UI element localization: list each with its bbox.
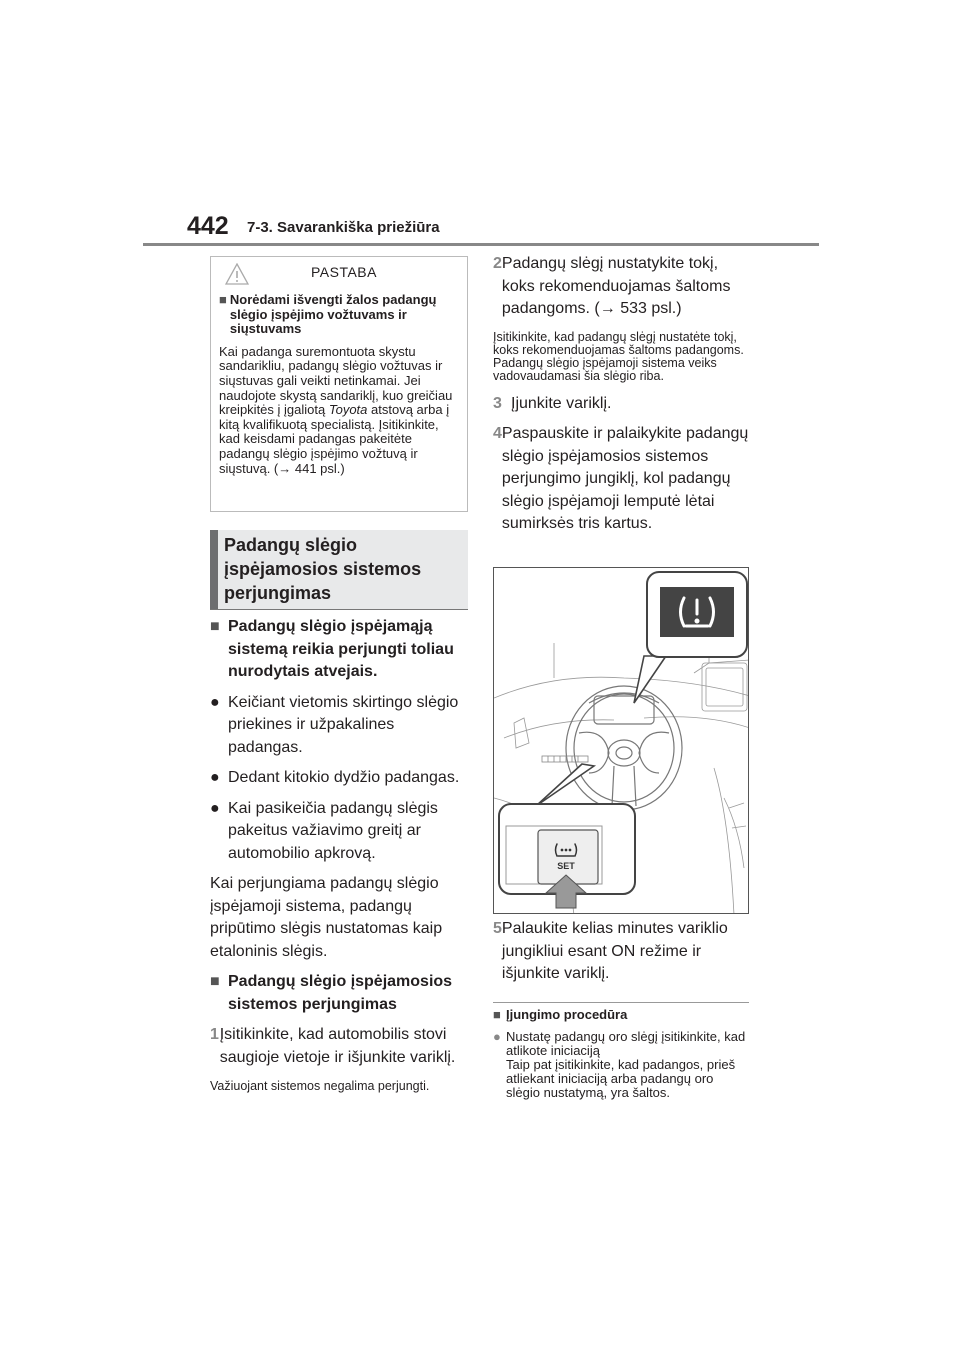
step-number: 2 — [493, 255, 502, 272]
bullet-dot-icon: ● — [210, 769, 220, 786]
caution-header — [211, 265, 467, 281]
square-bullet-icon: ■ — [210, 618, 220, 635]
header-divider — [143, 243, 819, 246]
notes-section — [493, 1008, 749, 1100]
square-bullet-icon: ■ — [219, 292, 227, 307]
list-item-text: Kai pasikeičia padangų slėgis pakeitus važiavimo greitį ar automobilio apkrovą. — [228, 799, 438, 862]
notes-heading-text: Įjungimo procedūra — [506, 1007, 628, 1022]
subheading-2-text: Padangų slėgio įspėjamosios sistemos perjungimas — [228, 973, 453, 1013]
step-number: 5 — [493, 920, 502, 937]
step-5 — [493, 918, 755, 986]
section-heading — [224, 533, 421, 605]
bullet-dot-icon: ● — [493, 1029, 501, 1044]
right-column-lower — [493, 918, 755, 986]
caution-body — [219, 345, 459, 476]
caution-body-text-2: atstovą arba į kitą kvalifikuotą specialistą. Įsitikinkite, kad keisdami padangas pakeitėte padangų slėgio įspėjimo vožtuvą ir siųstuvą. (→ 441 psl.) — [219, 402, 450, 476]
step-1 — [210, 1024, 472, 1069]
list-item-text: Dedant kitokio dydžio padangas. — [228, 769, 460, 786]
section-heading-line: perjungimas — [224, 583, 332, 603]
section-heading-line: Padangų slėgio — [224, 535, 358, 555]
subheading-1 — [210, 616, 472, 684]
step-2 — [493, 253, 755, 321]
page-number: 442 — [187, 212, 229, 240]
notes-item — [493, 1030, 749, 1100]
subheading-1-text: Padangų slėgio įspėjamąją sistemą reikia perjungti toliau nurodytais atvejais. — [228, 618, 454, 680]
step-text: Padangų slėgį nustatykite tokį, koks rekomenduojamas šaltoms padangoms. (→ 533 psl.) — [501, 255, 731, 317]
section-heading-line: įspėjamosios sistemos — [224, 559, 422, 579]
step-text: Įsitikinkite, kad automobilis stovi saugioje vietoje ir išjunkite variklį. — [219, 1026, 456, 1066]
step-number: 4 — [493, 425, 502, 442]
bullet-dot-icon: ● — [210, 799, 220, 817]
step-text: Paspauskite ir palaikykite padangų slėgio įspėjamosios sistemos perjungimo jungiklį, kol padangų slėgio įspėjamoji lemputė lėtai sumirksės tris kartus. — [501, 425, 749, 532]
step-number: 1 — [210, 1026, 219, 1043]
caution-brand: Toyota — [328, 402, 368, 418]
subheading-2 — [210, 971, 472, 1016]
caution-body-text: Kai padanga suremontuota skystu sandarikliu, padangų slėgio vožtuvas ir siųstuvas gali veikti netinkamai. Jei naudojote skystą sandariklį, kuo greičiau kreipkitės į įgaliotą — [219, 343, 453, 418]
notes-heading — [493, 1008, 749, 1022]
caution-box — [210, 256, 468, 512]
step-text: Palaukite kelias minutes variklio jungikliui esant ON režime ir išjunkite variklį. — [501, 920, 728, 982]
step-1-note: Važiuojant sistemos negalima perjungti. — [210, 1079, 430, 1093]
list-item — [210, 767, 472, 790]
set-label: SET — [557, 861, 575, 871]
step-number: 3 — [493, 394, 502, 412]
step-4 — [493, 423, 755, 536]
right-column — [493, 253, 755, 536]
paragraph: Kai perjungiama padangų slėgio įspėjamoji sistema, padangų pripūtimo slėgis nustatomas kaip etaloninis slėgis. — [210, 875, 443, 960]
step-text: Įjunkite variklį. — [511, 394, 612, 412]
bullet-dot-icon: ● — [210, 693, 220, 711]
square-bullet-icon: ■ — [210, 973, 220, 990]
list-item — [210, 692, 472, 760]
step-2-note: Įsitikinkite, kad padangų slėgį nustatėte tokį, koks rekomenduojamas šaltoms padangoms. Padangų slėgio įspėjamoji sistema veiks vadovaudamasi šia slėgio riba. — [493, 329, 744, 383]
dashboard-drawing — [494, 568, 749, 914]
dashboard-illustration — [493, 567, 749, 914]
step-3 — [493, 393, 755, 416]
caution-label: PASTABA — [310, 264, 377, 280]
list-item — [210, 798, 472, 866]
notes-divider — [493, 1002, 749, 1003]
caution-subtitle-text: Norėdami išvengti žalos padangų slėgio įspėjimo vožtuvams ir siųstuvams — [229, 292, 437, 337]
section-header-title: 7-3. Savarankiška priežiūra — [247, 219, 440, 236]
caution-subtitle — [219, 293, 459, 337]
section-heading-box — [210, 530, 468, 610]
warning-triangle-icon — [225, 263, 249, 285]
notes-item-cont: Taip pat įsitikinkite, kad padangos, prieš atliekant iniciaciją arba padangų oro slėgio nustatymą, yra šaltos. — [506, 1057, 736, 1100]
square-bullet-icon: ■ — [493, 1007, 501, 1022]
left-column — [210, 616, 472, 1093]
notes-item-line: Nustatę padangų oro slėgį įsitikinkite, kad atlikote iniciaciją — [506, 1029, 746, 1058]
notes-item-text — [506, 1030, 749, 1100]
list-item-text: Keičiant vietomis skirtingo slėgio priekines ir užpakalines padangas. — [228, 693, 459, 756]
section-heading-accent — [210, 530, 218, 609]
